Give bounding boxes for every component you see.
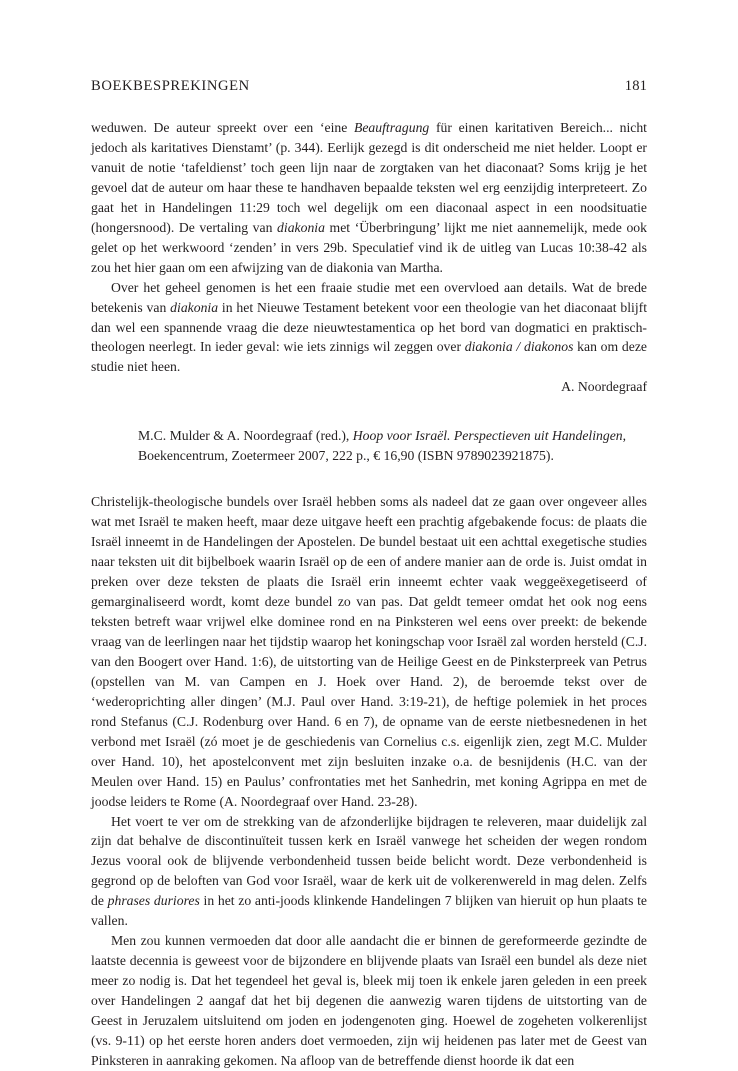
text-run: für einen karitativen Bereich... nicht jedoch als karitatives Dienstamt’ (p. 344). Eerlijk gezegd is dit onderscheid me niet helder. Loopt er vanuit de notie ‘tafeldienst’ toch geen lijn naar de zorgtaken van het diaconaat? Soms krijg je het gevoel dat de auteur om haar these te handhaven bepaalde teksten wel erg eenzijdig interpreteert. Zo gaat het in Handelingen 11:29 toch wel degelijk om een diaconaal aspect in een noodsituatie (hongersnood). De vertaling van: [91, 120, 647, 235]
page-number: 181: [624, 78, 647, 94]
review1-paragraph-2: [91, 278, 647, 378]
text-run: weduwen. De auteur spreekt over een ‘eine: [91, 120, 354, 135]
review2-paragraph-2: [91, 812, 647, 932]
book-citation: [138, 426, 647, 466]
text-run: ,: [622, 428, 627, 444]
running-title: BOEKBESPREKINGEN: [91, 78, 250, 94]
text-run: met ‘Überbringung’ lijkt me niet aannemelijk, mede ook gelet op het werkwoord ‘zenden’ in vers 29b. Speculatief vind ik de uitleg van Lucas 10:38-42 als zou het hier gaan om een afwijzing van de diakonia van Martha.: [91, 219, 647, 275]
text-run: in het zo anti-joods klinkende Handelingen 7 blijken van hieruit op hun plaats te vallen.: [91, 893, 647, 929]
reviewer-signature: A. Noordegraaf: [561, 379, 647, 395]
book-publisher: Boekencentrum, Zoetermeer 2007, 222 p., € 16,90 (ISBN 9789023921875).: [138, 448, 554, 464]
text-run: Over het geheel genomen is het een fraaie studie met een overvloed aan details. Wat de brede betekenis van: [91, 279, 647, 315]
review2-paragraph-3: Men zou kunnen vermoeden dat door alle aandacht die er binnen de gereformeerde gezindte de laatste decennia is geweest voor de bijzondere en blijvende plaats van Israël een bundel als deze niet meer zo nodig is. Dat het tegendeel het geval is, bleek mij toen ik enkele jaren geleden in een preek over Handelingen 2 aangaf dat het bij degenen die aanwezig waren tijdens de uitstorting van de Geest in Jeruzalem uitsluitend om joden en jodengenoten ging. Hoewel de zogeheten volkerenlijst (vs. 9-11) op het eerste horen anders doet vermoeden, zijn wij heidenen pas later met de Geest van Pinksteren in aanraking gekomen. Na afloop van de betreffende dienst hoorde ik dat een: [91, 933, 647, 1068]
italic-term: diakonia: [170, 299, 219, 315]
review1-paragraph-1: [91, 118, 647, 278]
running-header: [91, 78, 647, 98]
text-run: Het voert te ver om de strekking van de afzonderlijke bijdragen te releveren, maar duidelijk zal zijn dat behalve de discontinuïteit tussen kerk en Israël vanwege het scheiden der wegen rondom Jezus vooral ook de blijvende verbondenheid tussen beide belicht wordt. Deze verbondenheid is gegrond op de beloften van God voor Israël, waar de kerk uit de volkerenwereld in mag delen. Zelfs de: [91, 813, 647, 909]
book-authors: M.C. Mulder & A. Noordegraaf (red.),: [138, 428, 353, 444]
italic-term: Beauftragung: [353, 120, 430, 135]
text-run: kan om deze studie niet heen.: [91, 339, 647, 375]
italic-term: diakonia / diakonos: [464, 339, 574, 355]
page-body: [91, 118, 647, 1071]
italic-term: diakonia: [277, 219, 325, 235]
text-run: in het Nieuwe Testament betekent voor een theologie van het diaconaat blijft dan wel een spannende vraag die deze nieuwtestamentica op het bord van dogmatici en praktisch-theologen neerlegt. In ieder geval: wie iets zinnigs wil zeggen over: [91, 299, 648, 355]
book-reference: [138, 426, 647, 466]
book-title: Hoop voor Israël. Perspectieven uit Handelingen: [352, 428, 623, 444]
review2-paragraph-1: Christelijk-theologische bundels over Israël hebben soms als nadeel dat ze gaan over ongeveer alles wat met Israël te maken heeft, maar deze uitgave heeft een prachtig afgebakende focus: de plaats die Israël inneemt in de Handelingen der Apostelen. De bundel bestaat uit een achttal exegetische studies naar teksten uit dit bijbelboek waarin Israël op de een of andere manier aan de orde is. Juist omdat in preken over deze teksten de plaats die Israël erin inneemt echter vaak weggeëxegetiseerd of gemarginaliseerd wordt, komt deze bundel zo van pas. Dat geldt temeer omdat het ook nog eens teksten betreft waar vrijwel elke dominee rond en na Pinksteren wel eens over preekt: de bekende vraag van de leerlingen naar het tijdstip waarop het koningschap voor Israël zal worden hersteld (C.J. van den Boogert over Hand. 1:6), de uitstorting van de Heilige Geest en de Pinksterpreek van Petrus (opstellen van M. van Campen en J. Hoek over Hand. 2), de beroemde tekst over de ‘wederoprichting aller dingen’ (M.J. Paul over Hand. 3:19-21), de heftige polemiek in het proces rond Stefanus (C.J. Rodenburg over Hand. 6 en 7), de opname van de eerste nietbesnedenen in het verbond met Israël (zó moet je de geschiedenis van Cornelius c.s. eigenlijk zien, zegt M.C. Mulder over Hand. 10), het apostelconvent met zijn besluiten inzake o.a. de besnijdenis (H.C. van der Meulen over Hand. 15) en Paulus’ confrontaties met het Sanhedrin, met koning Agrippa en met de joodse leiders te Rome (A. Noordegraaf over Hand. 23-28).: [91, 494, 647, 809]
italic-term: phrases duriores: [107, 893, 200, 909]
